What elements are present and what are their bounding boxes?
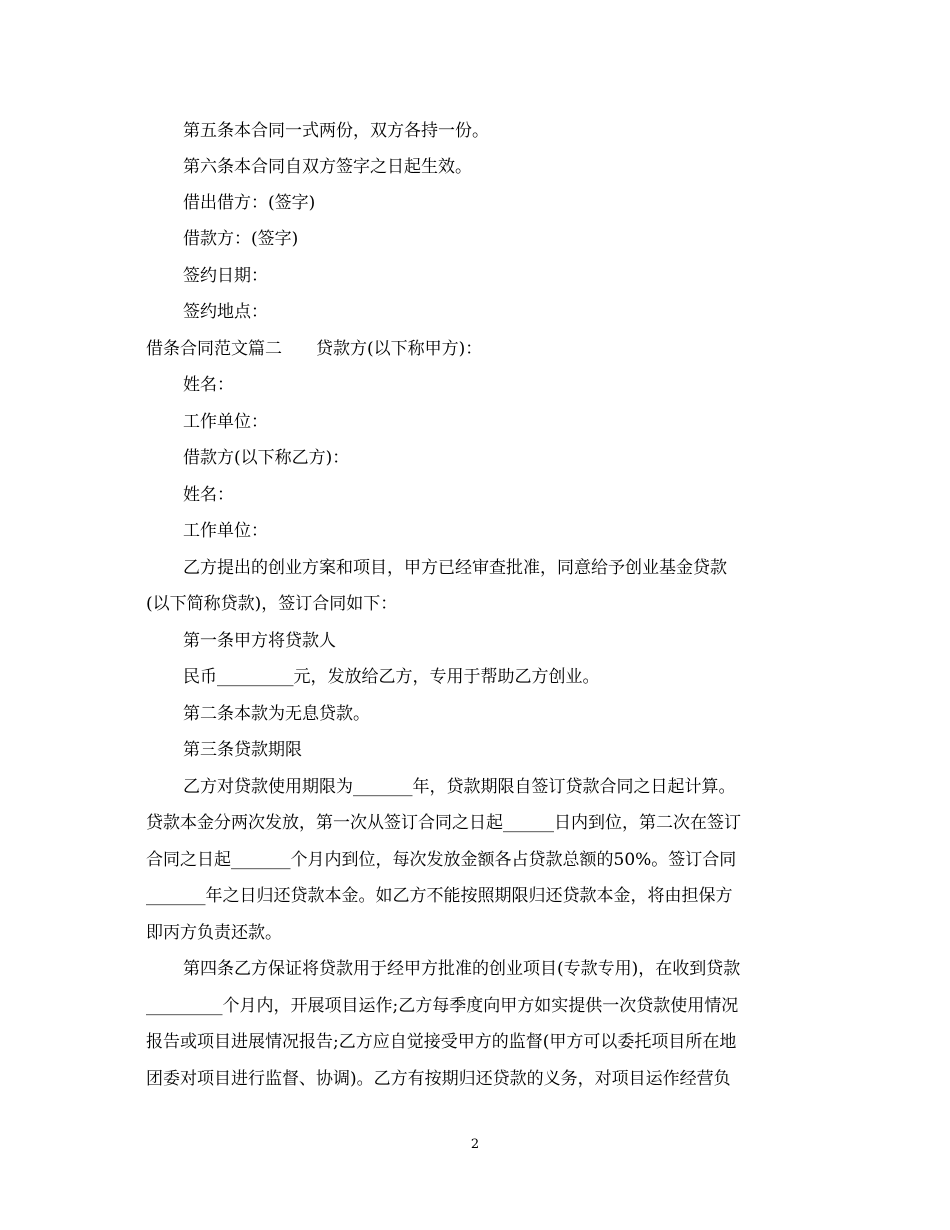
borrower-signature: 借款方：(签字) xyxy=(183,229,299,249)
party-b-name: 姓名： xyxy=(183,485,234,505)
paragraph-line: 乙方对贷款使用期限为_______年，贷款期限自签订贷款合同之日起计算。 xyxy=(183,777,736,797)
paragraph-line: _________个月内，开展项目运作;乙方每季度向甲方如实提供一次贷款使用情况 xyxy=(146,996,739,1016)
article-5: 第五条本合同一式两份，双方各持一份。 xyxy=(183,121,489,141)
article-1-heading: 第一条甲方将贷款人 xyxy=(183,631,336,651)
lender-signature: 借出借方：(签字) xyxy=(183,193,316,213)
page-number: 2 xyxy=(470,1137,480,1152)
paragraph-line: 合同之日起_______个月内到位，每次发放金额各占贷款总额的50%。签订合同 xyxy=(146,850,737,870)
paragraph-line: 团委对项目进行监督、协调)。乙方有按期归还贷款的义务，对项目运作经营负 xyxy=(146,1069,731,1089)
paragraph-line: 贷款本金分两次发放，第一次从签订合同之日起______日内到位，第二次在签订 xyxy=(146,813,741,833)
paragraph-line: 第四条乙方保证将贷款用于经甲方批准的创业项目(专款专用)，在收到贷款 xyxy=(183,959,741,979)
paragraph-line: 报告或项目进展情况报告;乙方应自觉接受甲方的监督(甲方可以委托项目所在地 xyxy=(146,1032,737,1052)
article-6: 第六条本合同自双方签字之日起生效。 xyxy=(183,157,472,177)
article-3-heading: 第三条贷款期限 xyxy=(183,740,302,760)
paragraph-line: 乙方提出的创业方案和项目，甲方已经审查批准，同意给予创业基金贷款 xyxy=(183,558,727,578)
paragraph-line: 即丙方负责还款。 xyxy=(146,923,282,943)
party-a-employer: 工作单位： xyxy=(183,412,268,432)
paragraph-line: _______年之日归还贷款本金。如乙方不能按照期限归还贷款本金，将由担保方 xyxy=(146,886,733,906)
signing-place: 签约地点： xyxy=(183,302,268,322)
article-2: 第二条本款为无息贷款。 xyxy=(183,704,370,724)
section-heading: 借条合同范文篇二 贷款方(以下称甲方)： xyxy=(146,339,483,359)
party-a-name: 姓名： xyxy=(183,375,234,395)
paragraph-line: (以下简称贷款)，签订合同如下： xyxy=(146,594,398,614)
party-b-heading: 借款方(以下称乙方)： xyxy=(183,448,350,468)
article-1-body: 民币_________元，发放给乙方，专用于帮助乙方创业。 xyxy=(183,667,600,687)
signing-date: 签约日期： xyxy=(183,266,268,286)
party-b-employer: 工作单位： xyxy=(183,521,268,541)
